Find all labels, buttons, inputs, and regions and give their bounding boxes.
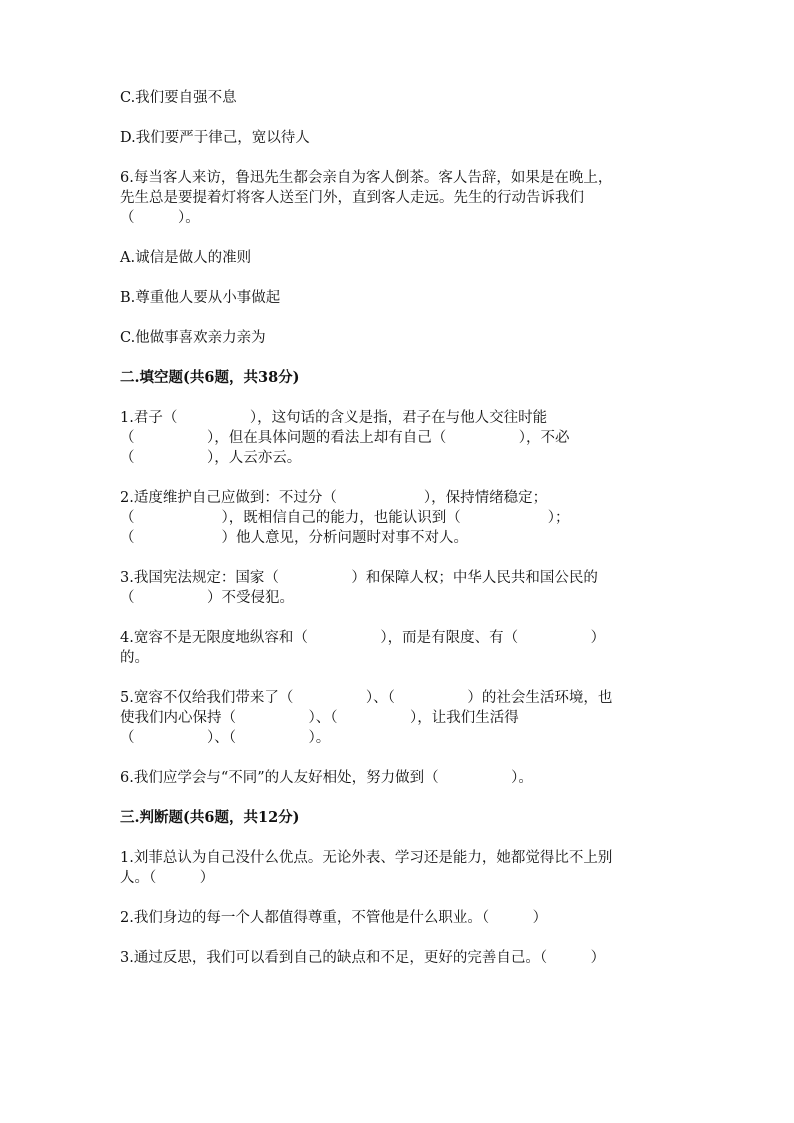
- fill-question-5: [120, 688, 680, 748]
- question-6-choice: [120, 168, 680, 228]
- question-text-line: 6.每当客人来访，鲁迅先生都会亲自为客人倒茶。客人告辞，如果是在晚上，: [120, 170, 613, 186]
- question-text-line: 1.君子（ ），这句话的含义是指，君子在与他人交往时能: [120, 410, 548, 426]
- fill-question-3: [120, 568, 680, 608]
- question-text-line: 1.刘菲总认为自己没什么优点。无论外表、学习还是能力，她都觉得比不上别: [120, 850, 613, 866]
- judge-question-1: [120, 848, 680, 888]
- question-text-line: （ ），但在具体问题的看法上却有自己（ ），不必: [120, 430, 570, 446]
- question-text-line: 先生总是要提着灯将客人送至门外，直到客人走远。先生的行动告诉我们: [120, 190, 584, 206]
- option-d-q5: D.我们要严于律己，宽以待人: [120, 130, 310, 146]
- question-text-line: （ ）不受侵犯。: [120, 590, 294, 606]
- question-text-line: （ ）他人意见，分析问题时对事不对人。: [120, 530, 468, 546]
- question-text-line: 5.宽容不仅给我们带来了（ ）、（ ）的社会生活环境，也: [120, 690, 613, 706]
- question-text-line: 4.宽容不是无限度地纵容和（ ），而是有限度、有（ ）: [120, 630, 606, 646]
- question-text-line: （ ），既相信自己的能力，也能认识到（ ）；: [120, 510, 570, 526]
- fill-question-2: [120, 488, 680, 548]
- judge-question-3: 3.通过反思，我们可以看到自己的缺点和不足，更好的完善自己。（ ）: [120, 950, 606, 966]
- section-heading-judge: 三.判断题(共6题，共12分): [120, 809, 300, 826]
- question-text-line: 2.适度维护自己应做到：不过分（ ），保持情绪稳定；: [120, 490, 548, 506]
- option-c-q6: C.他做事喜欢亲力亲为: [120, 330, 266, 346]
- question-text-line: 的。: [120, 650, 149, 666]
- section-heading-fill: 二.填空题(共6题，共38分): [120, 369, 300, 386]
- judge-question-2: 2.我们身边的每一个人都值得尊重，不管他是什么职业。（ ）: [120, 910, 548, 926]
- question-text-line: 人。（ ）: [120, 870, 215, 886]
- option-c-q5: C.我们要自强不息: [120, 90, 237, 106]
- question-text-line: （ ），人云亦云。: [120, 450, 302, 466]
- fill-question-1: [120, 408, 680, 468]
- exam-page: [120, 88, 680, 968]
- question-text-line: （ ）、（ ）。: [120, 730, 331, 746]
- fill-question-6: 6.我们应学会与“不同”的人友好相处，努力做到（ ）。: [120, 770, 533, 786]
- question-text-line: （ ）。: [120, 210, 200, 226]
- option-b-q6: B.尊重他人要从小事做起: [120, 290, 281, 306]
- question-text-line: 使我们内心保持（ ）、（ ），让我们生活得: [120, 710, 519, 726]
- question-text-line: 3.我国宪法规定：国家（ ）和保障人权；中华人民共和国公民的: [120, 570, 598, 586]
- fill-question-4: [120, 628, 680, 668]
- option-a-q6: A.诚信是做人的准则: [120, 250, 252, 266]
